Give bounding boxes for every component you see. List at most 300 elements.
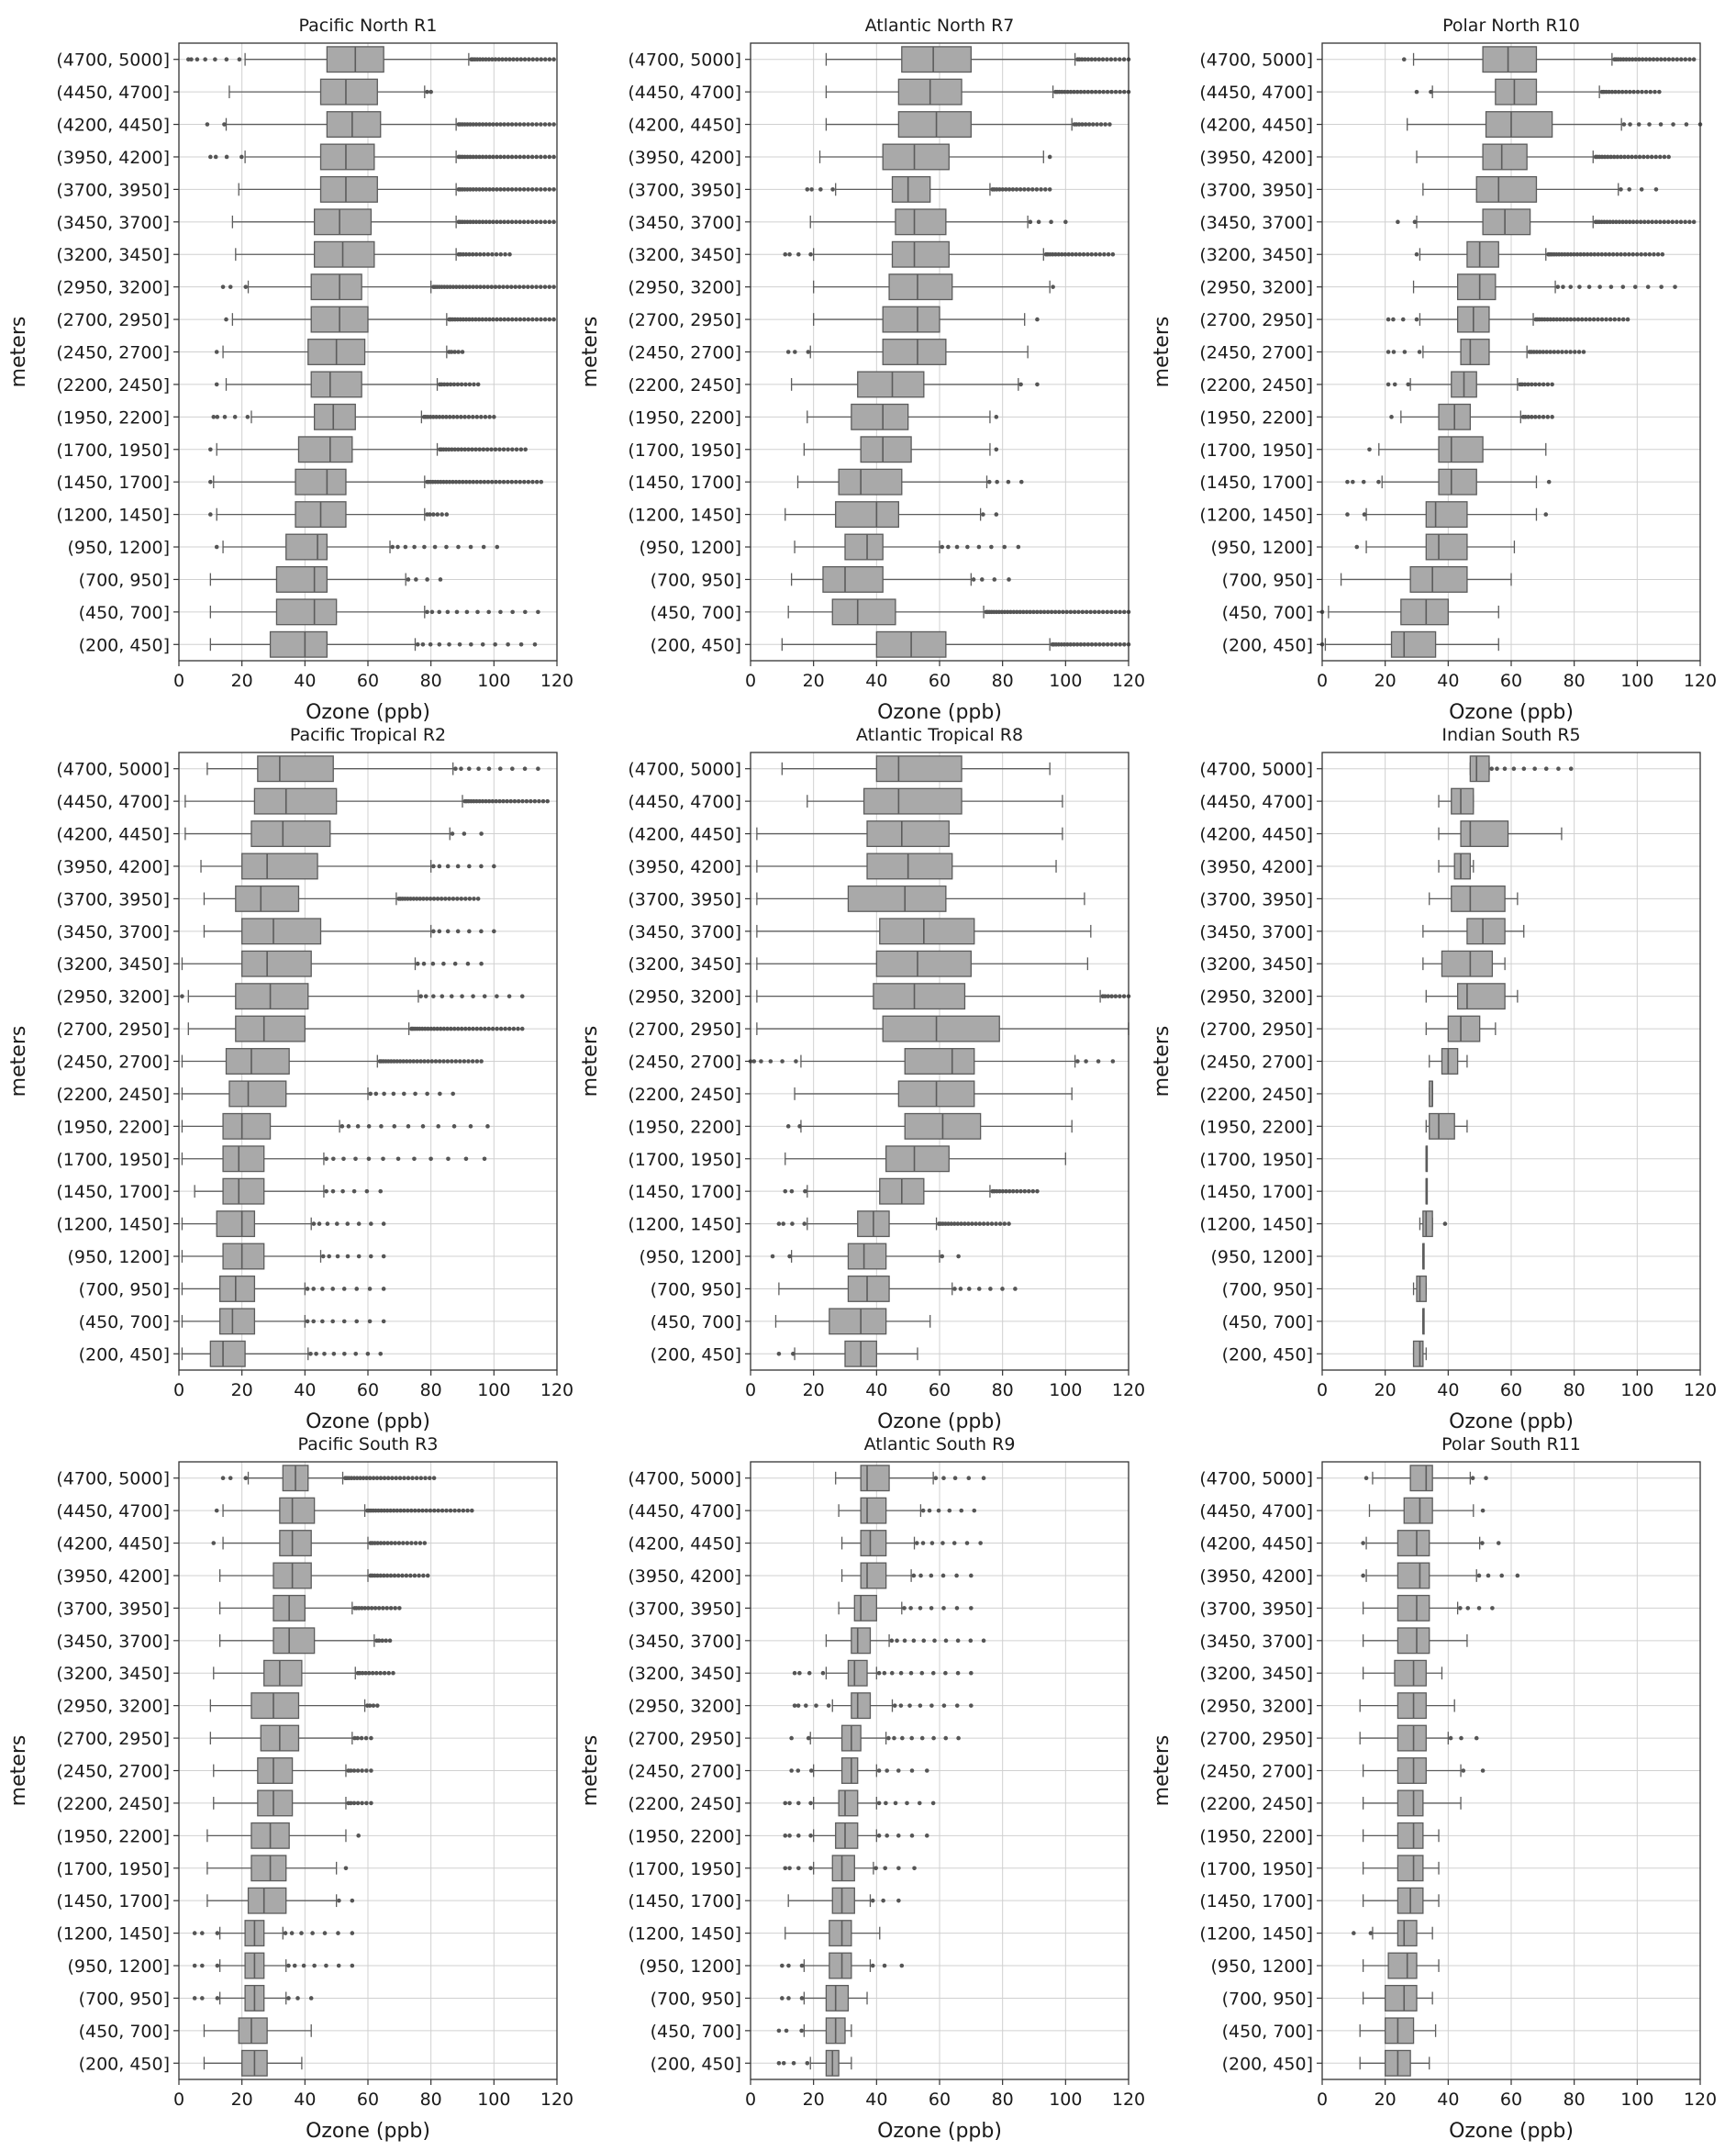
iqr-box [883, 144, 949, 170]
outlier-point [912, 1639, 917, 1644]
outlier-point [809, 187, 814, 192]
iqr-box [896, 209, 946, 235]
outlier-point [1654, 187, 1659, 192]
box-6 [810, 209, 1067, 235]
outlier-point [1101, 90, 1106, 95]
y-tick-label: (3450, 3700] [56, 1631, 170, 1652]
x-tick-label: 60 [1499, 671, 1523, 691]
outlier-point [381, 1156, 385, 1161]
outlier-point [1644, 90, 1649, 95]
outlier-point [423, 1476, 428, 1480]
outlier-point [551, 220, 556, 225]
outlier-point [507, 252, 512, 257]
outlier-point [1109, 610, 1114, 615]
outlier-point [455, 610, 460, 615]
outlier-point [1516, 1574, 1520, 1578]
outlier-point [492, 930, 496, 934]
outlier-point [354, 1287, 359, 1291]
outlier-point [1481, 1509, 1486, 1513]
box-6 [232, 209, 555, 235]
outlier-point [1561, 284, 1565, 289]
box-5 [239, 177, 556, 203]
outlier-point [460, 383, 464, 387]
outlier-point [485, 284, 490, 289]
iqr-box [1467, 919, 1505, 944]
outlier-point [802, 1221, 807, 1226]
iqr-box [1397, 1921, 1417, 1946]
outlier-point [1364, 1476, 1369, 1480]
outlier-point [428, 1156, 433, 1161]
outlier-point [506, 220, 510, 225]
y-tick-label: (2950, 3200] [56, 277, 170, 298]
outlier-point [1582, 350, 1586, 354]
y-tick-label: (1950, 2200] [628, 1117, 741, 1138]
y-tick-label: (950, 1200] [67, 1956, 170, 1978]
outlier-point [393, 1606, 397, 1610]
outlier-point [460, 994, 464, 998]
outlier-point [465, 1509, 470, 1513]
box-14 [798, 469, 1024, 495]
outlier-point [806, 187, 810, 192]
outlier-point [324, 1189, 328, 1194]
outlier-point [463, 383, 468, 387]
box-15 [208, 502, 449, 528]
outlier-point [471, 1059, 475, 1064]
outlier-point [1114, 90, 1118, 95]
outlier-point [473, 447, 478, 451]
outlier-point [787, 1801, 792, 1806]
outlier-point [551, 155, 556, 160]
outlier-point [472, 383, 476, 387]
outlier-point [432, 1476, 437, 1480]
iqr-box [220, 1276, 255, 1302]
outlier-point [495, 994, 499, 998]
outlier-point [510, 480, 515, 485]
iqr-box [1454, 853, 1470, 879]
y-tick-label: (2700, 2950] [1199, 1729, 1313, 1750]
outlier-point [1096, 1059, 1101, 1064]
outlier-point [520, 1027, 525, 1031]
outlier-point [385, 1541, 390, 1545]
outlier-point [321, 1254, 326, 1259]
iqr-box [1397, 1725, 1426, 1751]
y-tick-label: (2950, 3200] [56, 986, 170, 1008]
outlier-point [510, 318, 515, 322]
iqr-box [315, 405, 356, 430]
outlier-point [378, 1352, 383, 1356]
outlier-point [943, 1736, 948, 1741]
outlier-point [1673, 284, 1677, 289]
outlier-point [1122, 610, 1127, 615]
outlier-point [1361, 1541, 1365, 1545]
outlier-point [900, 1964, 905, 1968]
x-tick-label: 40 [865, 1380, 888, 1400]
outlier-point [1548, 350, 1552, 354]
iqr-box [1426, 534, 1467, 560]
outlier-point [539, 318, 543, 322]
outlier-point [424, 994, 428, 998]
outlier-point [783, 1189, 787, 1194]
outlier-point [1118, 57, 1122, 61]
outlier-point [474, 1027, 479, 1031]
outlier-point [794, 1059, 798, 1064]
outlier-point [474, 415, 479, 419]
x-tick-label: 0 [1316, 2090, 1329, 2110]
iqr-box [236, 1016, 306, 1042]
outlier-point [406, 1476, 411, 1480]
iqr-box [867, 821, 949, 847]
y-tick-label: (700, 950] [650, 570, 741, 591]
outlier-point [462, 1059, 467, 1064]
box-11 [1430, 1081, 1432, 1107]
outlier-point [465, 610, 470, 615]
outlier-point [1393, 383, 1397, 387]
outlier-point [458, 1059, 462, 1064]
outlier-point [934, 1476, 939, 1480]
outlier-point [944, 1639, 949, 1644]
outlier-point [402, 1476, 406, 1480]
outlier-point [436, 897, 440, 901]
x-tick-label: 80 [419, 2090, 442, 2110]
outlier-point [330, 1287, 335, 1291]
outlier-point [543, 318, 548, 322]
y-tick-label: (4700, 5000] [1199, 759, 1313, 780]
y-tick-label: (700, 950] [1221, 1279, 1313, 1300]
outlier-point [467, 766, 472, 771]
outlier-point [1097, 642, 1102, 647]
outlier-point [530, 57, 535, 61]
outlier-point [1064, 610, 1069, 615]
outlier-point [827, 1703, 831, 1708]
outlier-point [1019, 480, 1024, 485]
outlier-point [1530, 415, 1534, 419]
y-tick-label: (3200, 3450] [1199, 1664, 1313, 1685]
outlier-point [404, 545, 408, 550]
outlier-point [379, 1476, 384, 1480]
y-tick-label: (3450, 3700] [628, 212, 741, 233]
x-tick-label: 20 [802, 1380, 825, 1400]
y-tick-label: (4700, 5000] [628, 759, 741, 780]
y-tick-label: (3200, 3450] [628, 245, 741, 266]
x-tick-label: 60 [356, 1380, 380, 1400]
outlier-point [369, 1736, 373, 1741]
outlier-point [1070, 252, 1074, 257]
y-tick-label: (1700, 1950] [56, 1858, 170, 1879]
outlier-point [394, 1476, 398, 1480]
outlier-point [1122, 57, 1127, 61]
outlier-point [1633, 284, 1638, 289]
outlier-point [464, 1156, 469, 1161]
outlier-point [1653, 155, 1658, 160]
outlier-point [1057, 610, 1062, 615]
outlier-point [1532, 766, 1537, 771]
outlier-point [1652, 57, 1656, 61]
outlier-point [324, 1964, 328, 1968]
outlier-point [1429, 90, 1433, 95]
y-tick-label: (3700, 3950] [1199, 889, 1313, 910]
outlier-point [420, 1509, 425, 1513]
outlier-point [1386, 318, 1391, 322]
box-19 [204, 2050, 301, 2076]
y-tick-label: (2950, 3200] [628, 1696, 741, 1717]
outlier-point [959, 1287, 963, 1291]
outlier-point [1639, 252, 1643, 257]
y-tick-label: (4450, 4700] [1199, 83, 1313, 104]
y-tick-label: (1700, 1950] [628, 1149, 741, 1170]
x-tick-label: 80 [991, 1380, 1014, 1400]
panel-9 [1151, 1434, 1717, 2143]
outlier-point [1035, 1189, 1040, 1194]
iqr-box [1397, 1628, 1429, 1654]
outlier-point [527, 318, 531, 322]
y-tick-label: (4200, 4450] [628, 1533, 741, 1555]
outlier-point [487, 415, 492, 419]
y-axis-label: meters [1151, 1025, 1174, 1098]
outlier-point [884, 1801, 888, 1806]
y-tick-label: (1200, 1450] [1199, 505, 1313, 526]
outlier-point [475, 1059, 480, 1064]
outlier-point [931, 1801, 936, 1806]
outlier-point [216, 1964, 220, 1968]
outlier-point [440, 1509, 445, 1513]
outlier-point [373, 1092, 378, 1097]
outlier-point [1401, 318, 1406, 322]
iqr-box [1397, 1758, 1426, 1784]
iqr-box [1496, 79, 1537, 105]
outlier-point [1569, 318, 1574, 322]
x-tick-label: 60 [928, 1380, 951, 1400]
box-4 [1417, 144, 1671, 170]
iqr-box [1395, 1660, 1426, 1686]
outlier-point [386, 1476, 391, 1480]
outlier-point [1655, 57, 1660, 61]
iqr-box [1397, 1531, 1429, 1556]
y-tick-label: (3950, 4200] [628, 856, 741, 877]
outlier-point [963, 1221, 967, 1226]
outlier-point [347, 1124, 351, 1129]
outlier-point [309, 1996, 314, 2001]
outlier-point [941, 1476, 946, 1480]
y-tick-label: (4200, 4450] [1199, 824, 1313, 845]
outlier-point [451, 415, 456, 419]
outlier-point [510, 447, 515, 451]
outlier-point [437, 610, 441, 615]
outlier-point [479, 1059, 484, 1064]
y-tick-label: (2450, 2700] [56, 342, 170, 363]
box-8 [814, 274, 1055, 300]
outlier-point [193, 1996, 197, 2001]
outlier-point [519, 642, 524, 647]
outlier-point [932, 1639, 937, 1644]
outlier-point [1113, 57, 1118, 61]
outlier-point [929, 1606, 934, 1610]
box-1 [782, 756, 1050, 782]
y-tick-label: (3700, 3950] [628, 180, 741, 201]
outlier-point [533, 799, 538, 804]
outlier-point [505, 799, 509, 804]
outlier-point [965, 1541, 970, 1545]
y-tick-label: (3950, 4200] [1199, 1566, 1313, 1587]
outlier-point [215, 1509, 219, 1513]
outlier-point [517, 480, 522, 485]
outlier-point [1109, 57, 1114, 61]
y-tick-label: (1200, 1450] [628, 1923, 741, 1945]
outlier-point [796, 1833, 801, 1838]
outlier-point [1692, 220, 1697, 225]
box-15 [785, 1921, 880, 1946]
box-3 [1439, 821, 1562, 847]
iqr-box [223, 1114, 270, 1140]
iqr-box [1458, 274, 1496, 300]
iqr-box [1448, 1016, 1479, 1042]
outlier-point [393, 1541, 397, 1545]
y-tick-label: (2450, 2700] [1199, 1052, 1313, 1073]
outlier-point [323, 1931, 328, 1935]
outlier-point [243, 284, 248, 289]
box-5 [204, 886, 480, 912]
outlier-point [1568, 284, 1573, 289]
outlier-point [487, 766, 492, 771]
x-axis-label: Ozone (ppb) [877, 2120, 1002, 2143]
outlier-point [1101, 642, 1106, 647]
outlier-point [1396, 220, 1400, 225]
x-tick-label: 20 [1374, 671, 1397, 691]
outlier-point [793, 1703, 797, 1708]
box-9 [1426, 1016, 1496, 1042]
outlier-point [1013, 1287, 1018, 1291]
outlier-point [808, 1866, 813, 1870]
outlier-point [389, 1606, 394, 1610]
outlier-point [456, 383, 461, 387]
outlier-point [1683, 220, 1687, 225]
y-tick-label: (950, 1200] [1210, 1956, 1313, 1978]
outlier-point [928, 1509, 932, 1513]
outlier-point [360, 1736, 364, 1741]
y-tick-label: (4200, 4450] [56, 824, 170, 845]
outlier-point [440, 994, 444, 998]
iqr-box [893, 241, 950, 267]
box-12 [211, 405, 495, 430]
y-tick-label: (2200, 2450] [628, 1084, 741, 1105]
y-axis-label: meters [579, 1025, 602, 1098]
outlier-point [1675, 57, 1679, 61]
outlier-point [1628, 90, 1632, 95]
y-tick-label: (2450, 2700] [628, 342, 741, 363]
box-1 [1364, 1466, 1488, 1491]
outlier-point [808, 1833, 813, 1838]
iqr-box [1439, 469, 1476, 495]
outlier-point [1627, 252, 1631, 257]
outlier-point [896, 1833, 901, 1838]
y-tick-label: (2450, 2700] [1199, 1761, 1313, 1782]
outlier-point [1118, 90, 1122, 95]
outlier-point [380, 1639, 384, 1644]
outlier-point [382, 1254, 386, 1259]
outlier-point [547, 155, 551, 160]
y-tick-label: (2700, 2950] [1199, 310, 1313, 331]
outlier-point [446, 930, 451, 934]
outlier-point [478, 252, 483, 257]
iqr-box [276, 567, 327, 593]
outlier-point [539, 187, 543, 192]
box-19 [1320, 631, 1499, 657]
y-tick-label: (3700, 3950] [1199, 180, 1313, 201]
box-13 [804, 437, 998, 463]
y-tick-label: (1450, 1700] [1199, 1182, 1313, 1203]
box-12 [1426, 1114, 1467, 1140]
outlier-point [447, 642, 451, 647]
outlier-point [1652, 252, 1656, 257]
outlier-point [1596, 252, 1600, 257]
x-tick-label: 80 [419, 1380, 442, 1400]
outlier-point [506, 187, 510, 192]
outlier-point [1544, 766, 1549, 771]
outlier-point [506, 642, 510, 647]
x-tick-label: 120 [540, 671, 574, 691]
panel-title: Atlantic Tropical R8 [855, 725, 1024, 745]
outlier-point [1046, 610, 1051, 615]
outlier-point [312, 1221, 317, 1226]
x-axis-label: Ozone (ppb) [1449, 2120, 1574, 2143]
outlier-point [1684, 57, 1688, 61]
box-15 [1345, 502, 1548, 528]
iqr-box [254, 788, 336, 814]
y-tick-label: (200, 450] [78, 1344, 170, 1365]
box-9 [789, 1725, 961, 1751]
box-16 [1423, 1243, 1424, 1269]
outlier-point [1084, 122, 1088, 127]
outlier-point [892, 1736, 896, 1741]
outlier-point [536, 610, 540, 615]
outlier-point [200, 1931, 205, 1935]
box-8 [1426, 984, 1518, 1009]
iqr-box [880, 919, 974, 944]
outlier-point [952, 1541, 957, 1545]
iqr-box [1385, 2018, 1414, 2044]
iqr-box [321, 177, 378, 203]
iqr-box [851, 405, 908, 430]
outlier-point [1592, 252, 1597, 257]
y-tick-label: (450, 700] [78, 2021, 170, 2042]
outlier-point [1090, 642, 1095, 647]
outlier-point [412, 545, 417, 550]
box-16 [771, 1243, 961, 1269]
outlier-point [508, 799, 513, 804]
outlier-point [521, 284, 526, 289]
outlier-point [1413, 220, 1418, 225]
iqr-box [876, 756, 962, 782]
outlier-point [539, 284, 543, 289]
outlier-point [498, 187, 503, 192]
outlier-point [225, 155, 229, 160]
outlier-point [336, 1254, 340, 1259]
outlier-point [941, 1606, 946, 1610]
outlier-point [535, 57, 540, 61]
outlier-point [471, 252, 475, 257]
outlier-point [378, 1671, 383, 1676]
outlier-point [435, 512, 440, 517]
y-tick-label: (1950, 2200] [1199, 1117, 1313, 1138]
outlier-point [290, 1931, 295, 1935]
box-8 [180, 984, 524, 1009]
x-tick-label: 20 [1374, 2090, 1397, 2110]
outlier-point [432, 897, 437, 901]
outlier-point [382, 1092, 386, 1097]
outlier-point [314, 1352, 318, 1356]
iqr-box [861, 1563, 885, 1588]
iqr-box [223, 1178, 264, 1204]
y-tick-label: (450, 700] [1221, 2021, 1313, 2042]
